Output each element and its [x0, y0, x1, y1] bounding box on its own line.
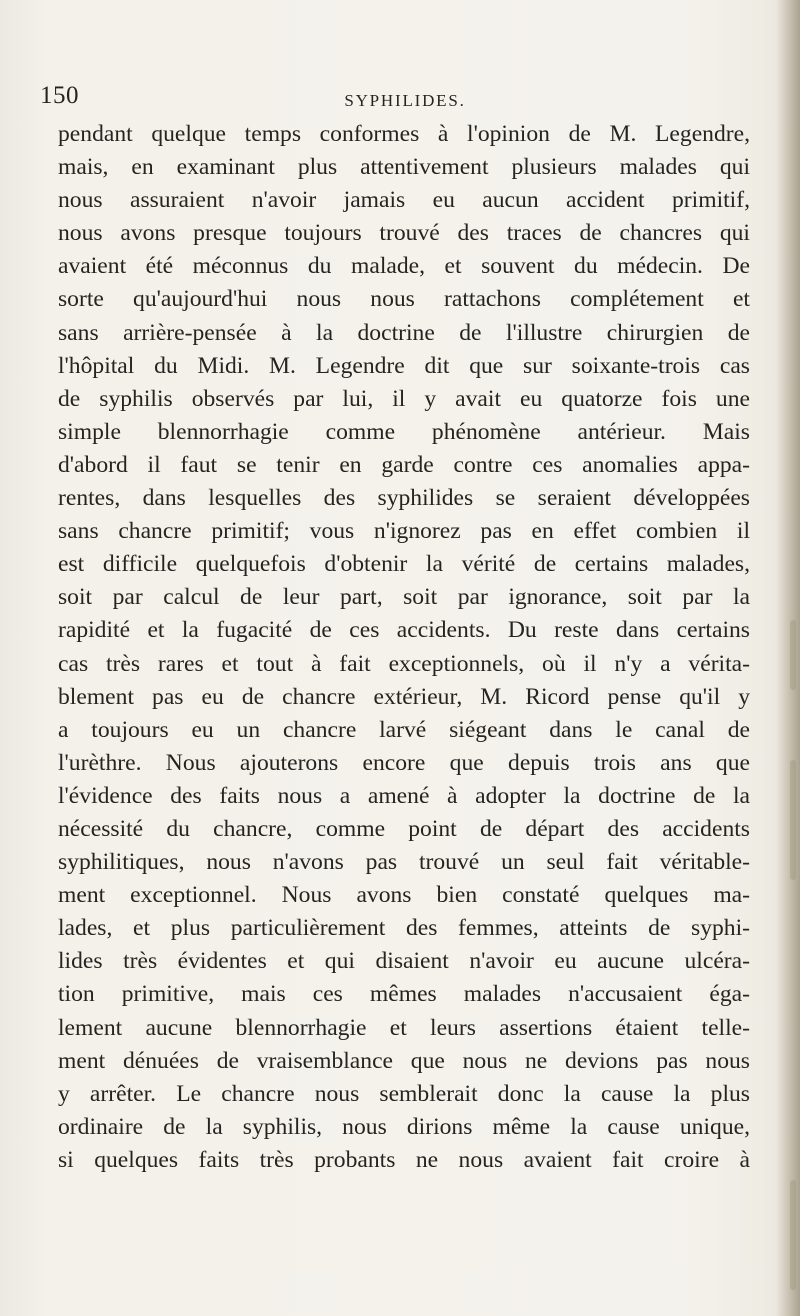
text-line: ordinaire de la syphilis, nous dirions même la cause unique,: [58, 1113, 750, 1140]
page-edge-shadow: [776, 0, 800, 1316]
text-line: l'évidence des faits nous a amené à adopter la doctrine de la: [58, 782, 750, 809]
text-line: sorte qu'aujourd'hui nous nous rattachons complétement et: [58, 286, 750, 313]
page-number: 150: [40, 82, 79, 109]
text-line: sans chancre primitif; vous n'ignorez pas en effet combien il: [58, 518, 750, 545]
text-line: a toujours eu un chancre larvé siégeant dans le canal de: [58, 716, 750, 743]
text-line: d'abord il faut se tenir en garde contre ces anomalies appa-: [58, 451, 750, 478]
running-head: SYPHILIDES.: [344, 91, 466, 110]
text-line: cas très rares et tout à fait exceptionnels, où il n'y a vérita-: [58, 650, 750, 677]
text-line: y arrêter. Le chancre nous semblerait donc la cause la plus: [58, 1080, 750, 1107]
text-line: lades, et plus particulièrement des femmes, atteints de syphi-: [58, 915, 750, 942]
text-line: est difficile quelquefois d'obtenir la vérité de certains malades,: [58, 551, 750, 578]
text-line: lides très évidentes et qui disaient n'avoir eu aucune ulcéra-: [58, 948, 750, 975]
text-line: nous assuraient n'avoir jamais eu aucun accident primitif,: [58, 187, 750, 214]
page-edge-stain: [790, 620, 796, 690]
text-line: de syphilis observés par lui, il y avait eu quatorze fois une: [58, 385, 750, 412]
text-line: rapidité et la fugacité de ces accidents. Du reste dans certains: [58, 617, 750, 644]
text-line: ment dénuées de vraisemblance que nous ne devions pas nous: [58, 1047, 750, 1074]
page-edge-stain: [790, 1180, 796, 1290]
text-line: nécessité du chancre, comme point de départ des accidents: [58, 815, 750, 842]
text-line: simple blennorrhagie comme phénomène antérieur. Mais: [58, 418, 750, 445]
text-line: syphilitiques, nous n'avons pas trouvé un seul fait véritable-: [58, 849, 750, 876]
text-line: lement aucune blennorrhagie et leurs assertions étaient telle-: [58, 1014, 750, 1041]
text-line: si quelques faits très probants ne nous avaient fait croire à: [58, 1146, 750, 1173]
text-line: nous avons presque toujours trouvé des traces de chancres qui: [58, 220, 750, 247]
text-line: blement pas eu de chancre extérieur, M. Ricord pense qu'il y: [58, 683, 750, 710]
body-text: [58, 118, 750, 1177]
text-line: sans arrière-pensée à la doctrine de l'illustre chirurgien de: [58, 319, 750, 346]
text-line: soit par calcul de leur part, soit par ignorance, soit par la: [58, 584, 750, 611]
text-line: l'hôpital du Midi. M. Legendre dit que sur soixante-trois cas: [58, 352, 750, 379]
text-line: pendant quelque temps conformes à l'opinion de M. Legendre,: [58, 121, 750, 147]
text-line: avaient été méconnus du malade, et souvent du médecin. De: [58, 253, 750, 280]
text-line: tion primitive, mais ces mêmes malades n'accusaient éga-: [58, 981, 750, 1008]
text-line: l'urèthre. Nous ajouterons encore que depuis trois ans que: [58, 749, 750, 776]
page-edge-stain: [790, 760, 796, 880]
text-line: ment exceptionnel. Nous avons bien constaté quelques ma-: [58, 882, 750, 909]
text-line: mais, en examinant plus attentivement plusieurs malades qui: [58, 154, 750, 181]
text-line: rentes, dans lesquelles des syphilides se seraient développées: [58, 485, 750, 512]
